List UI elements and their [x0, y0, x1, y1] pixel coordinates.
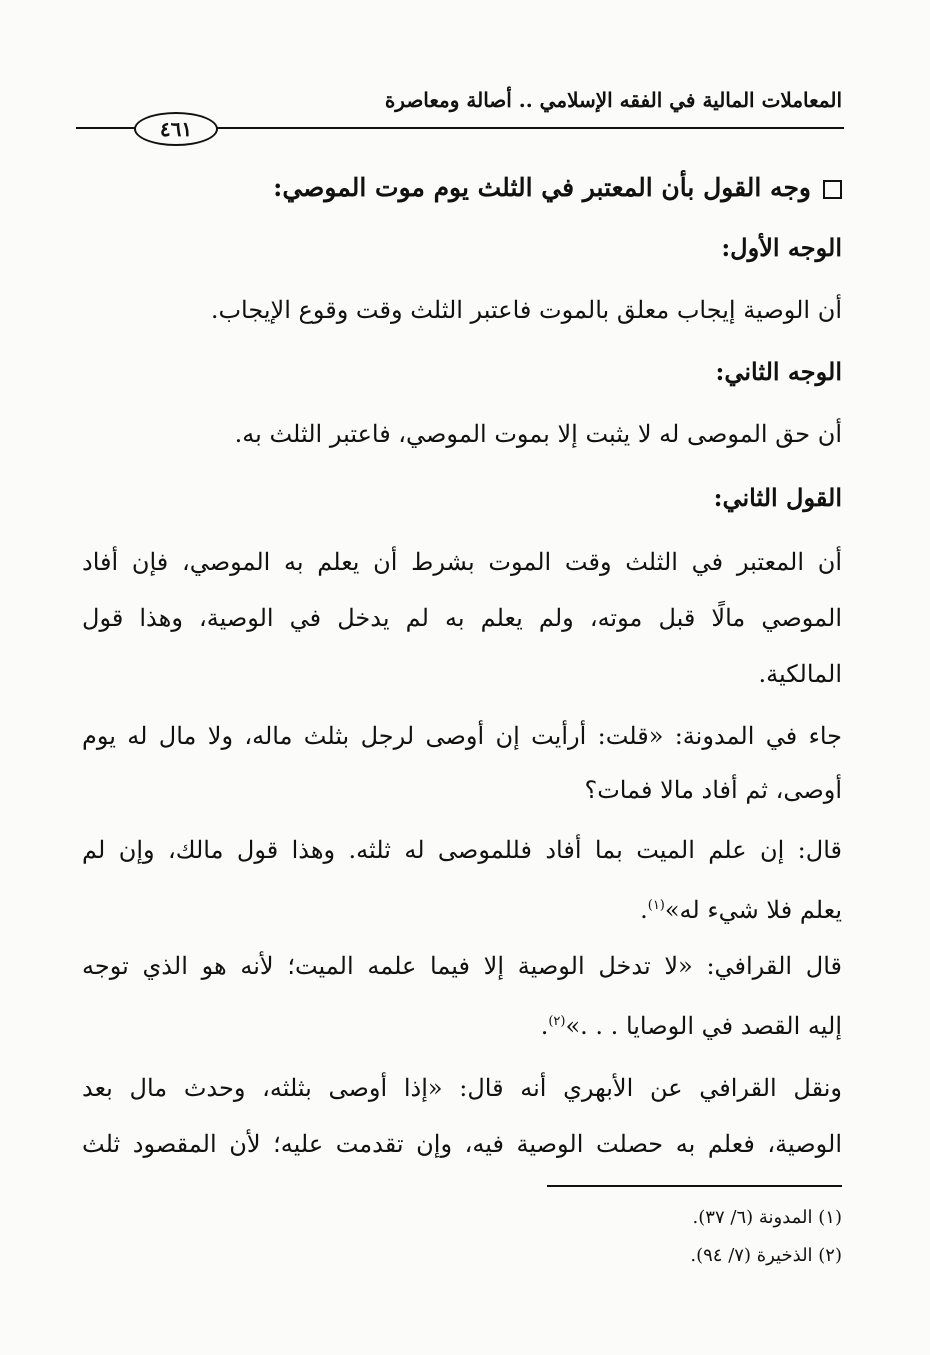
- second-aspect-title: الوجه الثاني:: [715, 357, 842, 386]
- paragraph-text: .: [640, 896, 648, 924]
- footnote-ref: (١): [647, 898, 665, 913]
- paragraph-line: أن المعتبر في الثلث وقت الموت بشرط أن يعلم به الموصي، فإن أفاد: [82, 548, 842, 576]
- footnote: (٢) الذخيرة (٧/ ٩٤).: [690, 1245, 842, 1266]
- paragraph-line: المالكية.: [758, 660, 842, 688]
- paragraph-text: إليه القصد في الوصايا . . .»: [565, 1012, 842, 1040]
- footnote: (١) المدونة (٦/ ٣٧).: [692, 1207, 842, 1228]
- first-aspect-text: أن الوصية إيجاب معلق بالموت فاعتبر الثلث وقت وقوع الإيجاب.: [210, 296, 842, 324]
- paragraph-line: الوصية، فعلم به حصلت الوصية فيه، وإن تقدمت عليه؛ لأن المقصود ثلث: [82, 1130, 842, 1158]
- section-heading: [82, 168, 842, 208]
- paragraph-line: أوصى، ثم أفاد مالا فمات؟: [584, 776, 842, 804]
- second-opinion-title: القول الثاني:: [713, 483, 842, 512]
- paragraph-text: يعلم فلا شيء له»: [664, 896, 842, 924]
- section-heading-text: وجه القول بأن المعتبر في الثلث يوم موت الموصي:: [273, 173, 811, 202]
- paragraph-text: .: [540, 1012, 549, 1040]
- paragraph-line: الموصي مالًا قبل موته، ولم يعلم به لم يدخل في الوصية، وهذا قول: [82, 604, 842, 632]
- footnote-rule: [547, 1185, 842, 1187]
- first-aspect-title: الوجه الأول:: [721, 233, 842, 262]
- paragraph-line: [82, 1002, 842, 1046]
- footnote-ref: (٢): [548, 1014, 566, 1029]
- paragraph-line: جاء في المدونة: «قلت: أرأيت إن أوصى لرجل بثلث ماله، ولا مال له يوم: [82, 722, 842, 750]
- paragraph-line: قال القرافي: «لا تدخل الوصية إلا فيما علمه الميت؛ لأنه هو الذي توجه: [82, 952, 842, 980]
- paragraph-line: ونقل القرافي عن الأبهري أنه قال: «إذا أوصى بثلثه، وحدث مال بعد: [82, 1074, 842, 1102]
- second-aspect-text: أن حق الموصى له لا يثبت إلا بموت الموصي، فاعتبر الثلث به.: [234, 420, 842, 448]
- paragraph-line: [82, 886, 842, 930]
- paragraph-line: قال: إن علم الميت بما أفاد فللموصى له ثلثه. وهذا قول مالك، وإن لم: [82, 836, 842, 864]
- page-number: ٤٦١: [134, 112, 218, 146]
- running-header: المعاملات المالية في الفقه الإسلامي .. أصالة ومعاصرة: [384, 88, 842, 112]
- checkbox-icon: [823, 180, 842, 199]
